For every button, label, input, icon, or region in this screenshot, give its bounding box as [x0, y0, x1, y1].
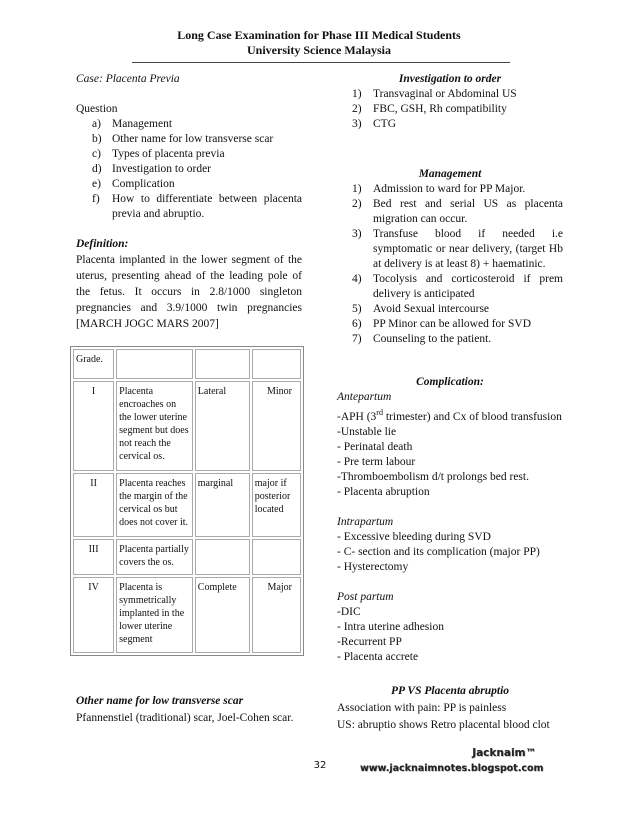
antepartum-item: -Thromboembolism d/t prolongs bed rest.: [337, 470, 529, 483]
table-cell: Placenta is symmetrically implanted in the lower uterine segment: [116, 577, 193, 653]
table-cell: [116, 349, 193, 379]
table-cell: Grade.: [73, 349, 114, 379]
list-item: f) How to differentiate between placenta previa and abruptio.: [92, 193, 302, 220]
table-cell: I: [73, 381, 114, 471]
table-cell: Placenta partially covers the os.: [116, 539, 193, 575]
definition-text: Placenta implanted in the lower segment of the uterus, presenting ahead of the leading pole of the fetus. It occurs in 2.8/1000 singleton pregnancies and 3.9/1000 twin pregnancies [MARCH JOGC MARS 2007]: [76, 254, 302, 330]
list-item: 5) Avoid Sexual intercourse: [352, 303, 490, 315]
header-divider: [132, 62, 510, 63]
antepartum-item: - Pre term labour: [337, 455, 416, 468]
table-cell: [195, 539, 250, 575]
pp-vs-line: US: abruptio shows Retro placental blood clot: [337, 719, 550, 731]
list-item: 6) PP Minor can be allowed for SVD: [352, 318, 531, 330]
list-item: a) Management: [92, 118, 173, 130]
postpartum-item: -Recurrent PP: [337, 635, 402, 648]
list-item: 1) Admission to ward for PP Major.: [352, 183, 526, 195]
table-cell: Major: [252, 577, 301, 653]
table-cell: major if posterior located: [252, 473, 301, 537]
table-cell: Complete: [195, 577, 250, 653]
table-cell: II: [73, 473, 114, 537]
question-list: [76, 117, 302, 222]
complication-heading: Complication:: [416, 376, 484, 388]
table-row: [73, 577, 301, 653]
antepartum-item: - Perinatal death: [337, 440, 413, 453]
table-cell: marginal: [195, 473, 250, 537]
scar-text: Pfannenstiel (traditional) scar, Joel-Cohen scar.: [76, 712, 294, 724]
left-column: [76, 72, 302, 332]
list-item: c) Types of placenta previa: [92, 148, 225, 160]
right-column: [337, 72, 563, 665]
investigation-list: [337, 87, 563, 132]
postpartum-item: -DIC: [337, 605, 361, 618]
question-heading: Question: [76, 103, 118, 115]
table-cell: Placenta encroaches on the lower uterine segment but does not reach the cervical os.: [116, 381, 193, 471]
intrapartum-item: - Excessive bleeding during SVD: [337, 530, 491, 543]
table-cell: [252, 539, 301, 575]
list-item: e) Complication: [92, 178, 175, 190]
table-cell: Lateral: [195, 381, 250, 471]
definition-heading: Definition:: [76, 238, 129, 250]
brand-watermark: [360, 746, 544, 776]
postpartum-item: - Intra uterine adhesion: [337, 620, 444, 633]
table-row: [73, 349, 301, 379]
intrapartum-item: - C- section and its complication (major PP): [337, 545, 540, 558]
antepartum-item: -Unstable lie: [337, 425, 397, 438]
antepartum-item: - Placenta abruption: [337, 485, 430, 498]
brand-name: Jacknaim™: [472, 747, 536, 759]
pp-vs-heading: PP VS Placenta abruptio: [390, 685, 510, 697]
pp-vs-section: [337, 683, 563, 734]
page-header: [76, 28, 562, 58]
list-item: 2) Bed rest and serial US as placenta migration can occur.: [352, 198, 563, 225]
list-item: 7) Counseling to the patient.: [352, 333, 492, 345]
grade-table: [70, 346, 304, 656]
page-number: 32: [313, 760, 327, 771]
management-heading: Management: [418, 168, 482, 180]
list-item: 3) Transfuse blood if needed i.e symptomatic or near delivery, (target Hb at delivery is at least 8) + haematinic.: [352, 228, 563, 270]
table-cell: [252, 349, 301, 379]
table-cell: III: [73, 539, 114, 575]
list-item: 3) CTG: [352, 118, 396, 130]
table-cell: IV: [73, 577, 114, 653]
management-list: [337, 182, 563, 347]
table-row: [73, 473, 301, 537]
list-item: d) Investigation to order: [92, 163, 212, 175]
table-row: [73, 381, 301, 471]
scar-section: [76, 693, 306, 727]
list-item: b) Other name for low transverse scar: [92, 133, 274, 145]
intrapartum-heading: Intrapartum: [337, 515, 394, 528]
list-item: 1) Transvaginal or Abdominal US: [352, 88, 517, 100]
case-title: Case: Placenta Previa: [76, 73, 180, 85]
list-item: 2) FBC, GSH, Rh compatibility: [352, 103, 507, 115]
antepartum-aph: -APH (3rd trimester) and Cx of blood transfusion: [337, 408, 562, 423]
pp-vs-line: Association with pain: PP is painless: [337, 702, 507, 714]
table-row: [73, 539, 301, 575]
header-title: Long Case Examination for Phase III Medical Students: [177, 28, 461, 42]
table-cell: [195, 349, 250, 379]
intrapartum-item: - Hysterectomy: [337, 560, 409, 573]
investigation-heading: Investigation to order: [398, 73, 502, 85]
brand-url[interactable]: www.jacknaimnotes.blogspot.com: [360, 763, 544, 774]
header-subtitle: University Science Malaysia: [247, 43, 391, 57]
postpartum-item: - Placenta accrete: [337, 650, 419, 663]
postpartum-heading: Post partum: [337, 590, 394, 603]
table-cell: Minor: [252, 381, 301, 471]
list-item: 4) Tocolysis and corticosteroid if prem delivery is anticipated: [352, 273, 563, 300]
antepartum-heading: Antepartum: [337, 391, 392, 403]
table-cell: Placenta reaches the margin of the cervical os but does not cover it.: [116, 473, 193, 537]
scar-heading: Other name for low transverse scar: [76, 695, 244, 707]
